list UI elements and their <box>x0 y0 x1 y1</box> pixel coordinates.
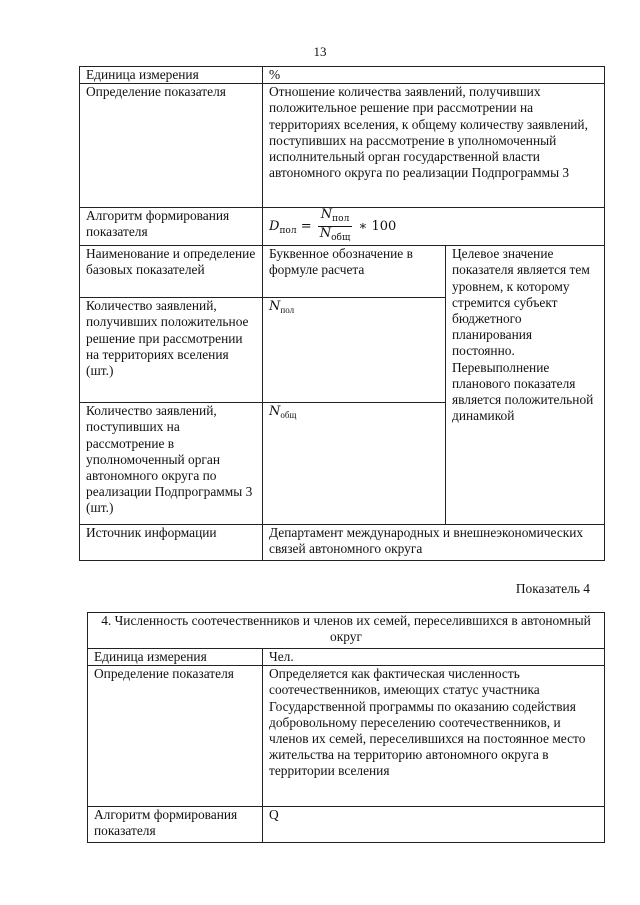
table-row <box>80 208 605 246</box>
formula-lhs-sub: пол <box>279 226 297 237</box>
indicator-4-title: 4. Численность соотечественников и членов их семей, переселившихся в автономный округ <box>88 613 605 649</box>
formula-den-symbol: N <box>319 226 332 242</box>
row-positive-label: Количество заявлений, получивших положительное решение при рассмотрении на территориях вселения (шт.) <box>80 298 263 403</box>
definition-value: Определяется как фактическая численность соотечественников, имеющих статус участника Государственной программы по оказанию содействия добровольному переселению соотечественников, и членов их семей, переселившихся на постоянное место жительства на территорию автономного округа в территории вселения <box>263 666 605 807</box>
unit-label: Единица измерения <box>80 67 263 84</box>
definition-value: Отношение количества заявлений, получивших положительное решение при рассмотрении на территориях вселения, к общему количеству заявлений, поступивших на рассмотрение в уполномоченный исполнительный орган государственной власти автономного округа по реализации Подпрограммы 3 <box>263 84 605 208</box>
table-row <box>88 613 605 649</box>
row-positive-sub: пол <box>280 305 295 316</box>
unit-label: Единица измерения <box>88 649 263 666</box>
table-row <box>80 525 605 561</box>
formula-denominator <box>318 227 353 245</box>
table-row <box>88 807 605 843</box>
formula-den-sub: общ <box>331 233 351 244</box>
table-row <box>80 67 605 84</box>
algorithm-value: Q <box>263 807 605 843</box>
formula-equals: = <box>300 219 312 235</box>
table-row <box>88 649 605 666</box>
formula-lhs: D <box>269 219 280 235</box>
formula <box>263 208 605 246</box>
formula-expression <box>269 207 397 244</box>
table-row <box>88 666 605 807</box>
row-total-symbol: N <box>269 404 281 420</box>
row-total-symbol-cell <box>263 403 446 525</box>
row-positive-symbol-cell <box>263 298 446 403</box>
letter-designation-header: Буквенное обозначение в формуле расчета <box>263 246 446 298</box>
row-total-label: Количество заявлений, поступивших на рассмотрение в уполномоченный орган автономного округа по реализации Подпрограммы 3 (шт.) <box>80 403 263 525</box>
formula-tail: ∗ 100 <box>358 219 397 235</box>
indicator-caption: Показатель 4 <box>515 581 590 596</box>
unit-value: Чел. <box>263 649 605 666</box>
formula-numerator <box>318 208 353 227</box>
indicator-3-table <box>79 66 605 561</box>
table-row <box>80 84 605 208</box>
page-number: 13 <box>313 44 327 59</box>
formula-fraction <box>318 208 353 245</box>
definition-label: Определение показателя <box>80 84 263 208</box>
algorithm-label: Алгоритм формирования показателя <box>88 807 263 843</box>
formula-num-sub: пол <box>332 214 350 225</box>
source-value: Департамент международных и внешнеэкономических связей автономного округа <box>263 525 605 561</box>
table-row <box>80 246 605 298</box>
definition-label: Определение показателя <box>88 666 263 807</box>
row-positive-symbol: N <box>269 299 281 315</box>
algorithm-label: Алгоритм формирования показателя <box>80 208 263 246</box>
source-label: Источник информации <box>80 525 263 561</box>
row-total-sub: общ <box>280 410 297 421</box>
target-value-note: Целевое значение показателя является тем уровнем, к которому стремится субъект бюджетного планирования постоянно. Перевыполнение планового показателя является положительной динамикой <box>446 246 605 525</box>
formula-num-symbol: N <box>320 207 333 223</box>
unit-value: % <box>263 67 605 84</box>
indicator-4-table <box>87 612 605 843</box>
base-indicators-header: Наименование и определение базовых показателей <box>80 246 263 298</box>
